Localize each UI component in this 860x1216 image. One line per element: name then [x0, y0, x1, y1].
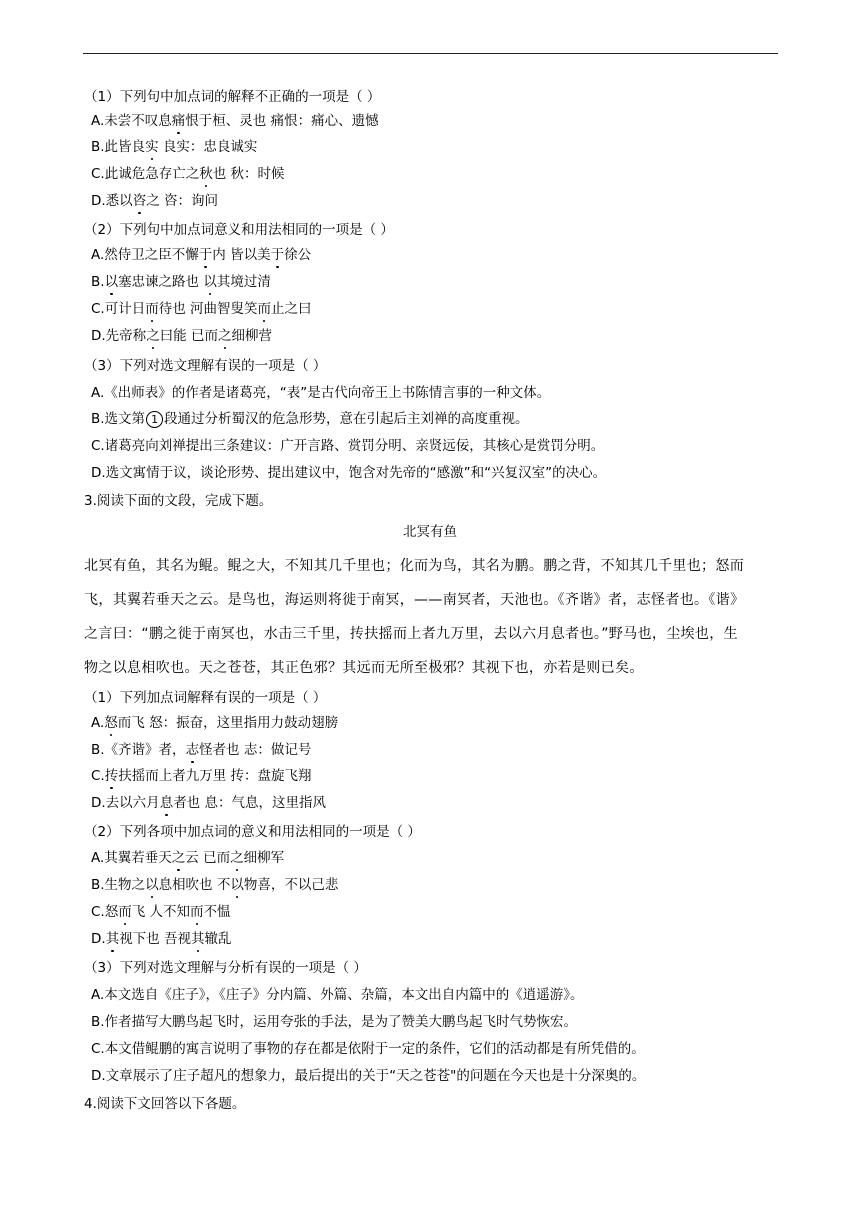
option-c[interactable]: C.此诚危急存亡之秋也 秋：时候 [91, 166, 285, 182]
section-heading: 3.阅读下面的文段，完成下题。 [84, 493, 273, 509]
question-stem: （1）下列加点词解释有误的一项是（ ） [84, 690, 327, 706]
option-d[interactable]: D.文章展示了庄子超凡的想象力，最后提出的关于“天之苍苍"的问题在今天也是十分深奥的。 [91, 1068, 646, 1084]
question-stem: （3）下列对选文理解有误的一项是（ ） [84, 358, 327, 374]
option-a[interactable]: A.其翼若垂天之云 已而之细柳军 [91, 850, 285, 866]
option-b[interactable]: B.生物之以息相吹也 不以物喜，不以己悲 [91, 877, 339, 893]
passage-title: 北冥有鱼 [403, 524, 457, 540]
option-a[interactable]: A.《出师表》的作者是诸葛亮，“表”是古代向帝王上书陈情言事的一种文体。 [91, 385, 551, 401]
question-stem: （1）下列句中加点词的解释不正确的一项是（ ） [84, 89, 381, 105]
option-b[interactable]: B.此皆良实 良实：忠良诚实 [91, 139, 258, 155]
option-b[interactable]: B.以塞忠谏之路也 以其境过清 [91, 274, 271, 290]
option-b[interactable]: B.《齐谐》者，志怪者也 志：做记号 [91, 742, 312, 758]
passage-line: 之言曰：“鹏之徙于南冥也，水击三千里，抟扶摇而上者九万里，去以六月息者也。”野马也，尘埃也，生 [84, 626, 738, 642]
question-stem: （2）下列各项中加点词的意义和用法相同的一项是（ ） [84, 824, 421, 840]
option-d[interactable]: D.其视下也 吾视其辙乱 [91, 931, 232, 947]
option-d[interactable]: D.先帝称之曰能 已而之细柳营 [91, 328, 272, 344]
option-d[interactable]: D.悉以咨之 咨：询问 [91, 193, 218, 209]
option-a[interactable]: A.然侍卫之臣不懈于内 皆以美于徐公 [91, 247, 312, 263]
option-b[interactable]: B.作者描写大鹏鸟起飞时，运用夸张的手法，是为了赞美大鹏鸟起飞时气势恢宏。 [91, 1014, 578, 1030]
passage-line: 北冥有鱼，其名为鲲。鲲之大，不知其几千里也；化而为鸟，其名为鹏。鹏之背，不知其几千里也；怒而 [84, 558, 745, 574]
option-c[interactable]: C.可计日而待也 河曲智叟笑而止之曰 [91, 301, 312, 317]
option-c[interactable]: C.怒而飞 人不知而不愠 [91, 904, 231, 920]
option-d[interactable]: D.去以六月息者也 息：气息，这里指风 [91, 795, 326, 811]
option-a[interactable]: A.本文选自《庄子》，《庄子》分内篇、外篇、杂篇，本文出自内篇中的《逍遥游》。 [91, 987, 584, 1003]
option-c[interactable]: C.诸葛亮向刘禅提出三条建议：广开言路、赏罚分明、亲贤远佞，其核心是赏罚分明。 [91, 438, 605, 454]
passage-line: 飞，其翼若垂天之云。是鸟也，海运则将徙于南冥，——南冥者，天池也。《齐谐》者，志怪者也。《谐》 [84, 592, 745, 608]
option-d[interactable]: D.选文寓情于议，谈论形势、提出建议中，饱含对先帝的“感激”和“兴复汉室”的决心。 [91, 465, 607, 481]
option-a[interactable]: A.未尝不叹息痛恨于桓、灵也 痛恨：痛心、遗憾 [91, 113, 379, 129]
question-stem: （2）下列句中加点词意义和用法相同的一项是（ ） [84, 222, 394, 238]
option-a[interactable]: A.怒而飞 怒：振奋，这里指用力鼓动翅膀 [91, 715, 339, 731]
circled-number: 1 [146, 411, 163, 428]
option-c[interactable]: C.本文借鲲鹏的寓言说明了事物的存在都是依附于一定的条件，它们的活动都是有所凭借的。 [91, 1041, 645, 1057]
header-rule [83, 53, 778, 54]
question-stem: （3）下列对选文理解与分析有误的一项是（ ） [84, 960, 367, 976]
option-c[interactable]: C.抟扶摇而上者九万里 抟：盘旋飞翔 [91, 768, 312, 784]
option-b[interactable]: B.选文第 1 段通过分析蜀汉的危急形势，意在引起后主刘禅的高度重视。 [91, 411, 529, 427]
section-heading: 4.阅读下文回答以下各题。 [84, 1096, 246, 1112]
passage-line: 物之以息相吹也。天之苍苍，其正色邪？其远而无所至极邪？其视下也，亦若是则已矣。 [84, 660, 644, 676]
